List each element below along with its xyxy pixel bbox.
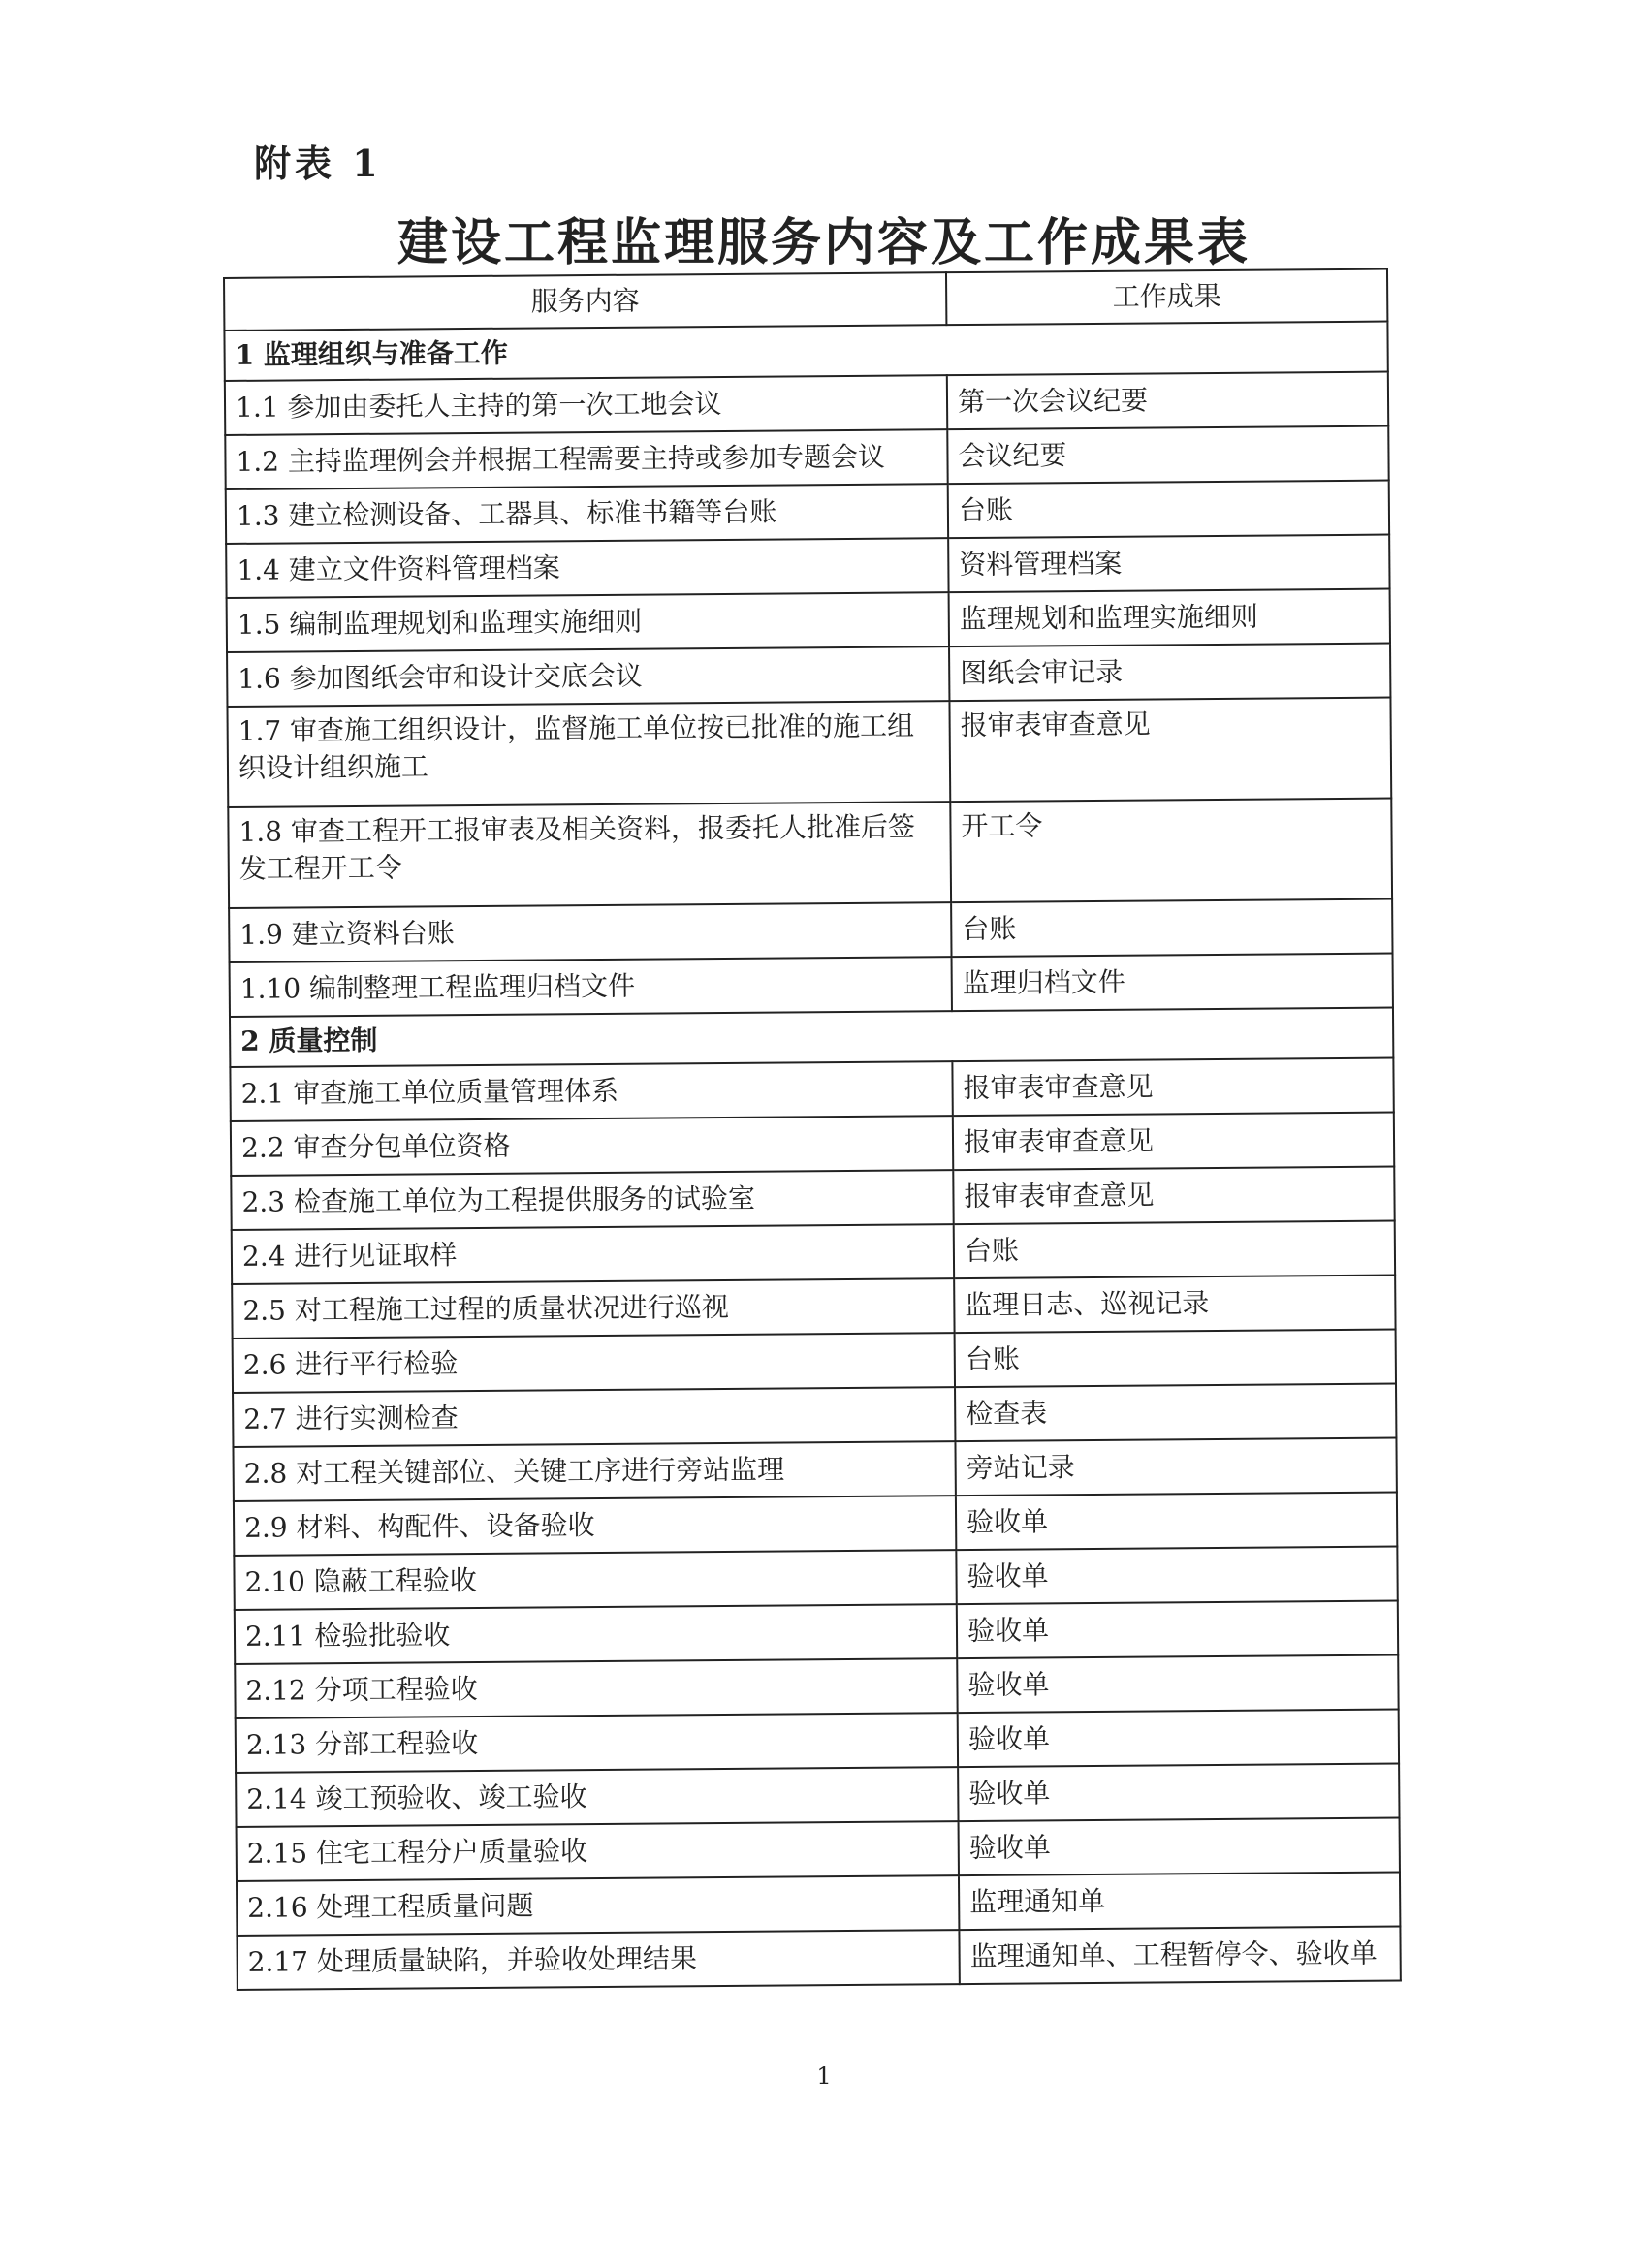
service-content-cell: 2.3 检查施工单位为工程提供服务的试验室 <box>231 1170 953 1230</box>
work-result-cell: 验收单 <box>959 1818 1400 1876</box>
table-row <box>234 1547 1397 1610</box>
attachment-label: 附表 1 <box>254 142 382 185</box>
table-row <box>227 589 1390 652</box>
section-heading: 2 质量控制 <box>230 1008 1393 1067</box>
table-row <box>232 1276 1395 1339</box>
service-content-cell: 1.9 建立资料台账 <box>229 902 951 962</box>
work-result-cell: 监理日志、巡视记录 <box>954 1276 1395 1334</box>
table-row <box>227 698 1391 807</box>
service-content-cell: 2.1 审查施工单位质量管理体系 <box>230 1061 952 1121</box>
table-row <box>235 1655 1398 1718</box>
work-result-cell: 验收单 <box>958 1764 1399 1822</box>
service-content-cell: 1.2 主持监理例会并根据工程需要主持或参加专题会议 <box>225 429 947 489</box>
work-result-cell: 台账 <box>951 899 1392 958</box>
work-result-cell: 台账 <box>948 481 1389 539</box>
column-header-service-content: 服务内容 <box>224 272 946 331</box>
service-content-cell: 2.14 竣工预验收、竣工验收 <box>236 1767 958 1827</box>
service-content-cell: 2.16 处理工程质量问题 <box>237 1875 959 1936</box>
service-content-cell: 2.4 进行见证取样 <box>232 1224 954 1284</box>
work-result-cell: 报审表审查意见 <box>953 1113 1394 1171</box>
work-result-cell: 报审表审查意见 <box>949 698 1391 803</box>
service-content-cell: 2.12 分项工程验收 <box>235 1658 957 1718</box>
work-result-cell: 资料管理档案 <box>948 535 1389 593</box>
table-row <box>233 1384 1396 1447</box>
service-content-cell: 2.17 处理质量缺陷，并验收处理结果 <box>237 1930 959 1990</box>
work-result-cell: 报审表审查意见 <box>953 1167 1394 1225</box>
document-title: 建设工程监理服务内容及工作成果表 <box>396 213 1251 272</box>
work-result-cell: 验收单 <box>957 1655 1398 1714</box>
service-content-cell: 1.3 建立检测设备、工器具、标准书籍等台账 <box>226 484 948 544</box>
work-result-cell: 旁站记录 <box>955 1438 1396 1496</box>
service-content-cell: 2.5 对工程施工过程的质量状况进行巡视 <box>232 1278 954 1339</box>
table-row <box>232 1221 1395 1284</box>
service-content-cell: 2.10 隐蔽工程验收 <box>234 1550 956 1610</box>
work-result-cell: 验收单 <box>958 1710 1399 1768</box>
service-content-table <box>223 268 1402 1991</box>
work-result-cell: 验收单 <box>956 1547 1397 1605</box>
table-row <box>231 1113 1394 1176</box>
work-result-cell: 验收单 <box>956 1493 1397 1551</box>
table-row <box>228 799 1392 908</box>
work-result-cell: 图纸会审记录 <box>949 644 1390 702</box>
service-content-cell: 1.8 审查工程开工报审表及相关资料，报委托人批准后签发工程开工令 <box>228 802 951 908</box>
service-content-cell: 1.7 审查施工组织设计，监督施工单位按已批准的施工组织设计组织施工 <box>227 701 950 807</box>
table-row <box>237 1927 1400 1990</box>
work-result-cell: 监理规划和监理实施细则 <box>949 589 1390 647</box>
work-result-cell: 监理归档文件 <box>952 954 1393 1012</box>
service-content-cell: 2.13 分部工程验收 <box>236 1713 958 1773</box>
service-content-cell: 1.1 参加由委托人主持的第一次工地会议 <box>225 375 947 435</box>
work-result-cell: 检查表 <box>955 1384 1396 1442</box>
work-result-cell: 监理通知单 <box>959 1873 1400 1931</box>
table-row <box>229 899 1392 962</box>
work-result-cell: 验收单 <box>957 1601 1398 1659</box>
service-content-cell: 1.5 编制监理规划和监理实施细则 <box>227 592 949 652</box>
table-row <box>233 1438 1396 1501</box>
section-heading: 1 监理组织与准备工作 <box>224 322 1387 381</box>
table-row <box>236 1710 1399 1773</box>
work-result-cell: 监理通知单、工程暂停令、验收单 <box>959 1927 1400 1985</box>
service-content-cell: 2.8 对工程关键部位、关键工序进行旁站监理 <box>233 1441 955 1501</box>
service-content-cell: 1.4 建立文件资料管理档案 <box>226 538 948 598</box>
work-result-cell: 报审表审查意见 <box>952 1058 1393 1117</box>
table-row <box>226 535 1389 598</box>
table-row <box>225 372 1388 435</box>
table-row <box>233 1330 1396 1393</box>
table-row <box>227 644 1390 707</box>
service-content-cell: 1.10 编制整理工程监理归档文件 <box>230 957 952 1017</box>
work-result-cell: 第一次会议纪要 <box>947 372 1388 430</box>
table-row <box>230 954 1393 1017</box>
section-heading-row <box>230 1008 1393 1067</box>
work-result-cell: 台账 <box>954 1221 1395 1279</box>
page-number: 1 <box>816 2063 832 2090</box>
table-row <box>225 426 1388 489</box>
table-row <box>237 1818 1400 1881</box>
table-row <box>237 1873 1400 1936</box>
work-result-cell: 台账 <box>955 1330 1396 1388</box>
service-content-cell: 2.11 检验批验收 <box>235 1604 957 1664</box>
table-row <box>234 1493 1397 1556</box>
table-row <box>235 1601 1398 1664</box>
service-content-cell: 2.6 进行平行检验 <box>233 1333 955 1393</box>
table-row <box>231 1167 1394 1230</box>
service-content-cell: 1.6 参加图纸会审和设计交底会议 <box>227 646 949 707</box>
table-row <box>226 481 1389 544</box>
service-content-cell: 2.15 住宅工程分户质量验收 <box>237 1821 959 1881</box>
table-row <box>230 1058 1393 1121</box>
section-heading-row <box>224 322 1387 381</box>
service-content-cell: 2.9 材料、构配件、设备验收 <box>234 1496 956 1556</box>
service-content-cell: 2.7 进行实测检查 <box>233 1387 955 1447</box>
work-result-cell: 开工令 <box>950 799 1392 903</box>
service-content-cell: 2.2 审查分包单位资格 <box>231 1116 953 1176</box>
table-header-row <box>224 269 1387 331</box>
table-row <box>236 1764 1399 1827</box>
column-header-work-result: 工作成果 <box>946 269 1387 326</box>
work-result-cell: 会议纪要 <box>947 426 1388 485</box>
